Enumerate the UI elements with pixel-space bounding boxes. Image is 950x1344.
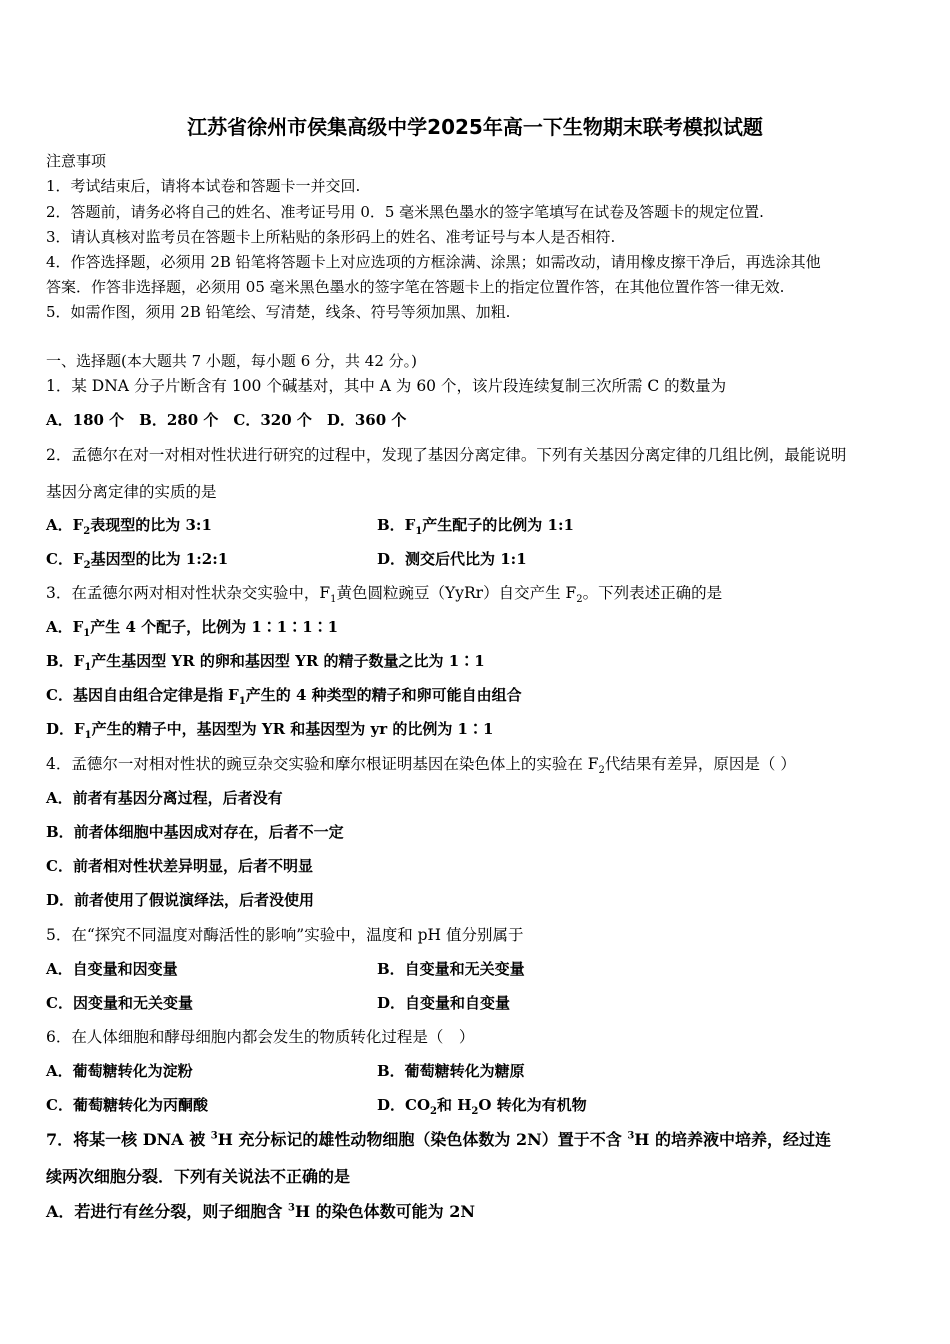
question-4-option-d: D．前者使用了假说演绎法，后者没使用 [46, 891, 315, 909]
question-2-option-a: A．$F_2$表现型的比为 3:1 [46, 516, 212, 537]
notice-item: 3．请认真核对监考员在答题卡上所粘贴的条形码上的姓名、准考证号与本人是否相符. [46, 228, 616, 246]
question-6-option-d: D．$CO_2$和 $H_2O$ 转化为有机物 [377, 1096, 587, 1117]
question-3-option-a: A．$F_1$产生 4 个配子，比例为 1∶1∶1∶1 [46, 618, 339, 639]
question-5-stem: 5．在“探究不同温度对酶活性的影响”实验中，温度和 pH 值分别属于 [46, 926, 524, 944]
question-3-stem: 3．在孟德尔两对相对性状杂交实验中，$F_1$黄色圆粒豌豆（YyRr）自交产生 $F_2$。下列表述正确的是 [46, 584, 723, 606]
question-6-option-b: B．葡萄糖转化为糖原 [377, 1062, 525, 1080]
section-heading: 一、选择题(本大题共 7 小题，每小题 6 分，共 42 分。) [46, 352, 417, 370]
question-4-option-a: A．前者有基因分离过程，后者没有 [46, 789, 283, 807]
question-3-option-b: B．$F_1$产生基因型 YR 的卵和基因型 YR 的精子数量之比为 1∶1 [46, 652, 485, 673]
notice-item: 答案．作答非选择题，必须用 05 毫米黑色墨水的签字笔在答题卡上的指定位置作答，在其他位置作答一律无效. [46, 278, 785, 296]
question-5-option-b: B．自变量和无关变量 [377, 960, 525, 978]
question-6-stem: 6．在人体细胞和酵母细胞内都会发生的物质转化过程是（ ） [46, 1028, 475, 1046]
question-7-option-a: A．若进行有丝分裂，则子细胞含 $^3$H 的染色体数可能为 2N [46, 1202, 475, 1221]
question-3-option-d: D．$F_1$产生的精子中，基因型为 YR 和基因型为 yr 的比例为 1∶1 [46, 720, 494, 741]
question-6-option-c: C．葡萄糖转化为丙酮酸 [46, 1096, 208, 1114]
notice-item: 1．考试结束后，请将本试卷和答题卡一并交回. [46, 177, 361, 195]
question-2-option-d: D．测交后代比为 1:1 [377, 550, 527, 568]
page-title: 江苏省徐州市侯集高级中学2025年高一下生物期末联考模拟试题 [187, 115, 763, 139]
question-4-option-b: B．前者体细胞中基因成对存在，后者不一定 [46, 823, 344, 841]
question-2-option-b: B．$F_1$产生配子的比例为 1:1 [377, 516, 574, 537]
notice-item: 2．答题前，请务必将自己的姓名、准考证号用 0．5 毫米黑色墨水的签字笔填写在试卷及答题卡的规定位置. [46, 203, 764, 221]
question-2-option-c: C．$F_2$基因型的比为 1:2:1 [46, 550, 229, 571]
question-6-option-a: A．葡萄糖转化为淀粉 [46, 1062, 193, 1080]
question-5-option-c: C．因变量和无关变量 [46, 994, 193, 1012]
notice-item: 5．如需作图，须用 2B 铅笔绘、写清楚，线条、符号等须加黑、加粗. [46, 303, 511, 321]
question-7-stem: 7．将某一核 DNA 被 $^3$H 充分标记的雄性动物细胞（染色体数为 2N）置于不含 $^3$H 的培养液中培养，经过连 [46, 1130, 831, 1149]
question-5-option-a: A．自变量和因变量 [46, 960, 178, 978]
question-4-option-c: C．前者相对性状差异明显，后者不明显 [46, 857, 313, 875]
notice-item: 4．作答选择题，必须用 2B 铅笔将答题卡上对应选项的方框涂满、涂黑；如需改动，请用橡皮擦干净后，再选涂其他 [46, 253, 821, 271]
question-2-stem: 2．孟德尔在对一对相对性状进行研究的过程中，发现了基因分离定律。下列有关基因分离定律的几组比例，最能说明 [46, 446, 847, 464]
question-4-stem: 4．孟德尔一对相对性状的豌豆杂交实验和摩尔根证明基因在染色体上的实验在 $F_2$代结果有差异，原因是（ ） [46, 755, 796, 777]
question-2-stem-cont: 基因分离定律的实质的是 [46, 483, 217, 501]
question-5-option-d: D．自变量和自变量 [377, 994, 511, 1012]
question-7-stem-cont: 续两次细胞分裂．下列有关说法不正确的是 [46, 1167, 351, 1186]
notice-heading: 注意事项 [46, 152, 107, 170]
question-3-option-c: C．基因自由组合定律是指 $F_1$产生的 4 种类型的精子和卵可能自由组合 [46, 686, 522, 707]
question-1-options: A．180 个 B．280 个 C．320 个 D．360 个 [46, 411, 407, 429]
question-1-stem: 1．某 DNA 分子片断含有 100 个碱基对，其中 A 为 60 个，该片段连续复制三次所需 C 的数量为 [46, 377, 727, 395]
